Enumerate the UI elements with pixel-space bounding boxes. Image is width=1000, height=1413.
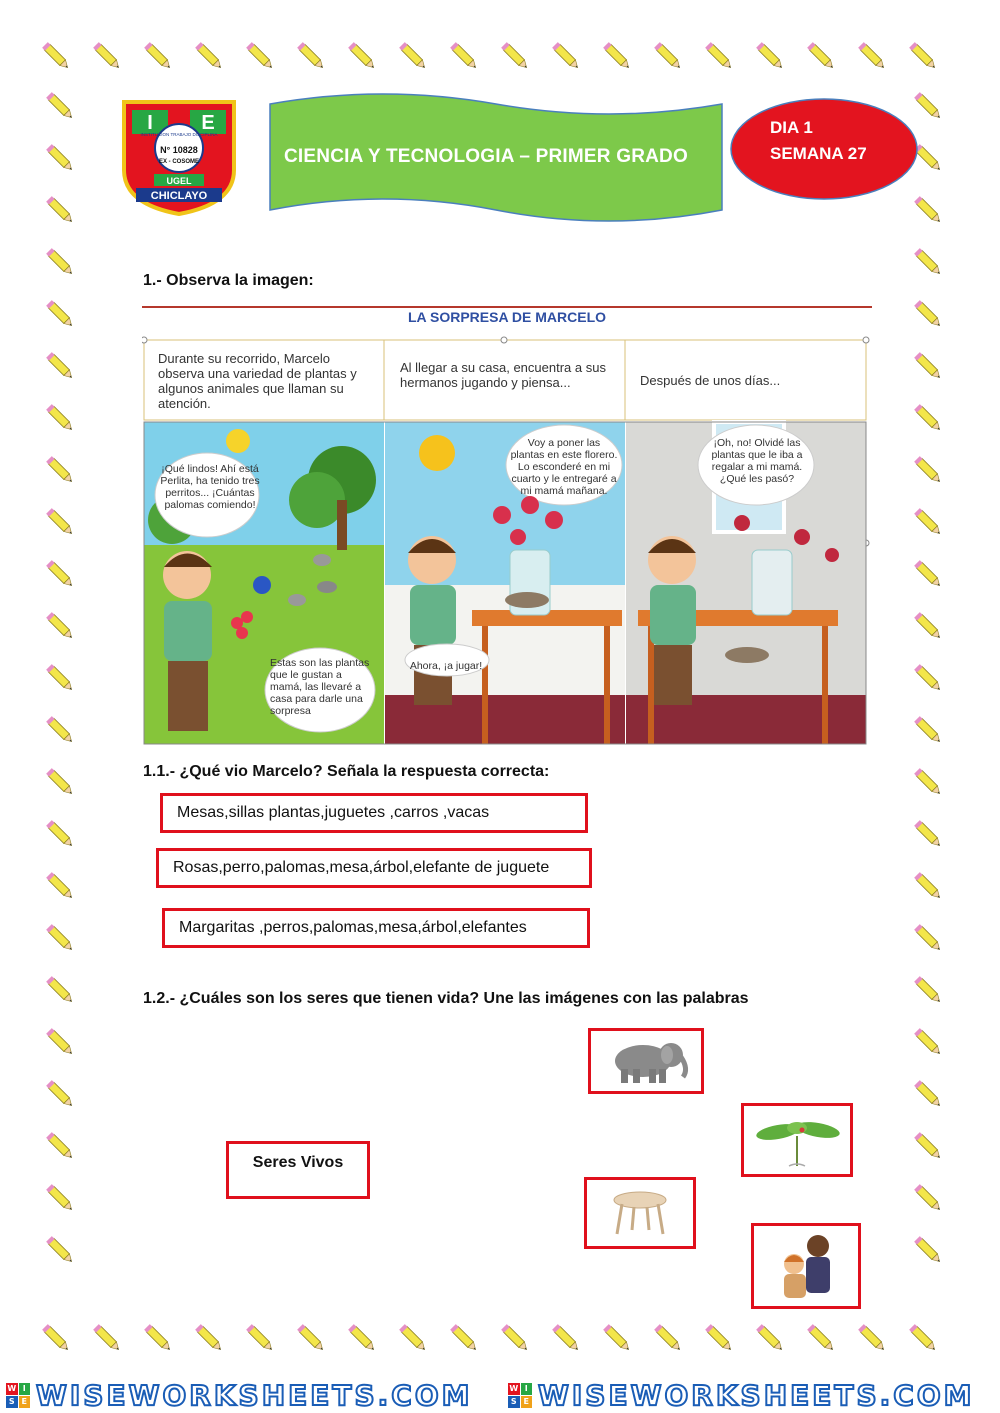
- pencil-icon: [912, 974, 946, 1008]
- pencil-icon: [295, 40, 329, 74]
- pencil-icon: [44, 662, 78, 696]
- pencil-icon: [652, 1322, 686, 1356]
- pencil-icon: [44, 558, 78, 592]
- bubble-panel-1-bottom: Estas son las plantas que le gustan a mamá, las llevaré a casa para darle una sorpresa: [270, 657, 370, 717]
- table-icon: [587, 1180, 693, 1246]
- pencil-icon: [44, 870, 78, 904]
- pencil-icon: [193, 1322, 227, 1356]
- pencil-icon: [346, 40, 380, 74]
- pencil-border-right: [912, 90, 946, 1268]
- pencil-icon: [397, 1322, 431, 1356]
- pencil-icon: [499, 40, 533, 74]
- logo-subtitle: EX - COSOME: [158, 159, 200, 165]
- pencil-icon: [912, 610, 946, 644]
- comic-caption-1: Durante su recorrido, Marcelo observa una variedad de plantas y algunos animales que llaman su atención.: [158, 351, 357, 411]
- pencil-icon: [912, 1182, 946, 1216]
- pencil-icon: [346, 1322, 380, 1356]
- bubble-panel-2-bottom: Ahora, ¡a jugar!: [409, 660, 483, 672]
- pencil-icon: [912, 870, 946, 904]
- pencil-icon: [754, 1322, 788, 1356]
- pencil-icon: [44, 610, 78, 644]
- seres-vivos-label[interactable]: Seres Vivos: [226, 1141, 370, 1199]
- school-logo: [118, 96, 240, 218]
- pencil-icon: [44, 1182, 78, 1216]
- week-label: SEMANA 27: [770, 144, 867, 163]
- pencil-icon: [44, 194, 78, 228]
- answer-option-2[interactable]: Rosas,perro,palomas,mesa,árbol,elefante de juguete: [156, 848, 592, 888]
- pencil-icon: [912, 558, 946, 592]
- pencil-icon: [912, 402, 946, 436]
- logo-ugel: UGEL: [166, 176, 192, 186]
- logo-city: CHICLAYO: [150, 190, 208, 202]
- pencil-icon: [193, 40, 227, 74]
- pencil-icon: [805, 40, 839, 74]
- section-1-heading: 1.- Observa la imagen:: [143, 272, 314, 289]
- answer-option-1[interactable]: Mesas,sillas plantas,juguetes ,carros ,vacas: [160, 793, 588, 833]
- pencil-border-left: [44, 90, 78, 1268]
- pencil-icon: [912, 766, 946, 800]
- pencil-icon: [44, 298, 78, 332]
- table-image-box[interactable]: [584, 1177, 696, 1249]
- pencil-icon: [703, 1322, 737, 1356]
- children-image-box[interactable]: [751, 1223, 861, 1309]
- pencil-icon: [397, 40, 431, 74]
- bubble-panel-3-top: ¡Oh, no! Olvidé las plantas que le iba a regalar a mi mamá. ¿Qué les pasó?: [711, 437, 803, 485]
- pencil-icon: [912, 714, 946, 748]
- pencil-icon: [550, 1322, 584, 1356]
- pencil-icon: [912, 506, 946, 540]
- pencil-icon: [448, 1322, 482, 1356]
- pencil-icon: [244, 40, 278, 74]
- watermark-text-right: WISEWORKSHEETS.COM: [538, 1379, 975, 1412]
- pencil-icon: [44, 350, 78, 384]
- pencil-icon: [856, 40, 890, 74]
- pencil-icon: [91, 40, 125, 74]
- pencil-icon: [40, 1322, 74, 1356]
- pencil-icon: [550, 40, 584, 74]
- comic-caption-3: Después de unos días...: [640, 373, 781, 388]
- logo-ribbon: INSTITUCION TRABAJO DISCIPLINA: [140, 132, 218, 137]
- pencil-icon: [601, 1322, 635, 1356]
- day-label: DIA 1: [770, 118, 813, 137]
- pencil-icon: [912, 246, 946, 280]
- plant-image-box[interactable]: [741, 1103, 853, 1177]
- pencil-icon: [912, 298, 946, 332]
- pencil-icon: [44, 714, 78, 748]
- pencil-icon: [44, 246, 78, 280]
- watermark-text-left: WISEWORKSHEETS.COM: [36, 1379, 473, 1412]
- pencil-icon: [856, 1322, 890, 1356]
- pencil-border-top: [40, 40, 941, 74]
- banner-title: CIENCIA Y TECNOLOGIA – PRIMER GRADO: [284, 146, 688, 167]
- pencil-icon: [44, 454, 78, 488]
- pencil-icon: [912, 1078, 946, 1112]
- plant-icon: [744, 1106, 850, 1174]
- answer-option-3[interactable]: Margaritas ,perros,palomas,mesa,árbol,elefantes: [162, 908, 590, 948]
- logo-letter-e: E: [201, 112, 215, 134]
- pencil-icon: [44, 142, 78, 176]
- pencil-icon: [44, 818, 78, 852]
- pencil-icon: [754, 40, 788, 74]
- logo-letter-i: I: [147, 112, 153, 134]
- comic-title: LA SORPRESA DE MARCELO: [407, 309, 607, 325]
- pencil-icon: [912, 350, 946, 384]
- comic-strip: [142, 305, 872, 747]
- pencil-icon: [44, 922, 78, 956]
- elephant-icon: [591, 1031, 701, 1091]
- pencil-icon: [805, 1322, 839, 1356]
- pencil-icon: [912, 662, 946, 696]
- pencil-icon: [448, 40, 482, 74]
- watermark-badge-left: W I S E: [6, 1383, 30, 1407]
- pencil-icon: [601, 40, 635, 74]
- pencil-icon: [652, 40, 686, 74]
- pencil-icon: [703, 40, 737, 74]
- pencil-icon: [142, 1322, 176, 1356]
- bubble-panel-2-top: Voy a poner las plantas en este florero. Lo esconderé en mi cuarto y le entregaré a mi mamá mañana.: [510, 437, 618, 497]
- pencil-icon: [295, 1322, 329, 1356]
- pencil-icon: [912, 1130, 946, 1164]
- pencil-icon: [91, 1322, 125, 1356]
- pencil-icon: [912, 454, 946, 488]
- elephant-image-box[interactable]: [588, 1028, 704, 1094]
- question-1-1-heading: 1.1.- ¿Qué vio Marcelo? Señala la respuesta correcta:: [143, 763, 550, 780]
- watermark-badge-right: W I S E: [508, 1383, 532, 1407]
- logo-number: N° 10828: [160, 145, 198, 155]
- pencil-icon: [907, 1322, 941, 1356]
- question-1-2-heading: 1.2.- ¿Cuáles son los seres que tienen vida? Une las imágenes con las palabras: [143, 990, 749, 1007]
- footer-watermark: [0, 1377, 1000, 1413]
- pencil-icon: [44, 1078, 78, 1112]
- pencil-icon: [44, 974, 78, 1008]
- pencil-icon: [44, 1234, 78, 1268]
- pencil-icon: [142, 40, 176, 74]
- pencil-icon: [499, 1322, 533, 1356]
- pencil-icon: [244, 1322, 278, 1356]
- pencil-icon: [44, 506, 78, 540]
- pencil-icon: [44, 1026, 78, 1060]
- pencil-icon: [44, 402, 78, 436]
- pencil-icon: [912, 818, 946, 852]
- bubble-panel-1-top: ¡Qué lindos! Ahí está Perlita, ha tenido tres perritos... ¡Cuántas palomas comiendo!: [160, 463, 260, 511]
- children-icon: [754, 1226, 858, 1306]
- pencil-icon: [44, 1130, 78, 1164]
- comic-caption-2: Al llegar a su casa, encuentra a sus hermanos jugando y piensa...: [400, 360, 606, 390]
- pencil-icon: [912, 1026, 946, 1060]
- pencil-icon: [912, 1234, 946, 1268]
- pencil-icon: [907, 40, 941, 74]
- pencil-icon: [912, 922, 946, 956]
- pencil-icon: [44, 90, 78, 124]
- pencil-border-bottom: [40, 1322, 941, 1356]
- pencil-icon: [44, 766, 78, 800]
- pencil-icon: [40, 40, 74, 74]
